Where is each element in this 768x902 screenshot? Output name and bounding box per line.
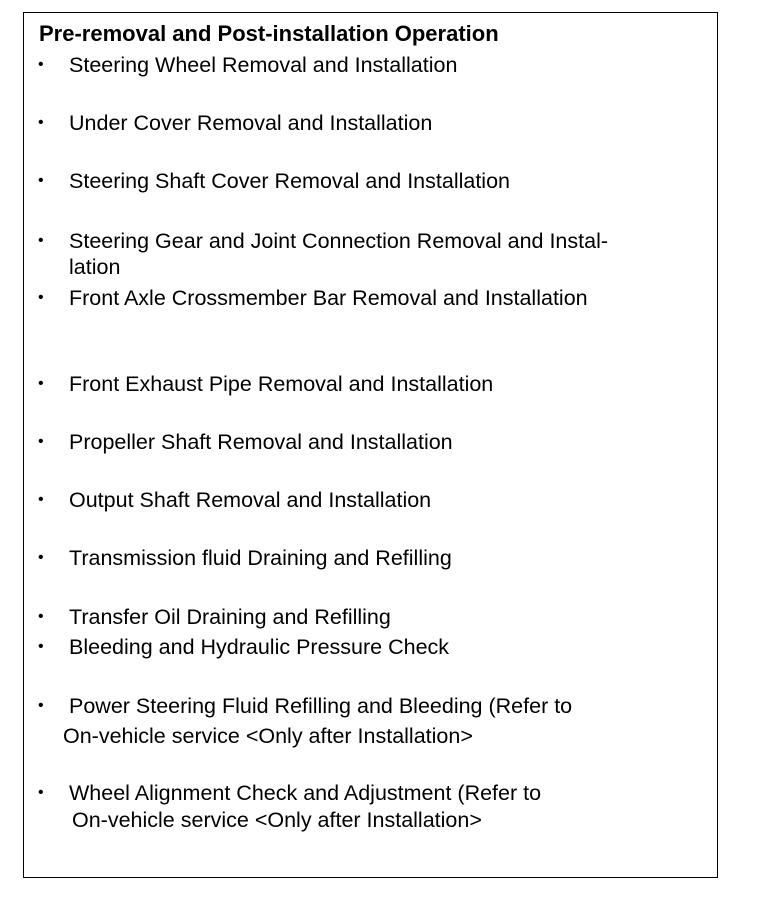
list-item-text: Output Shaft Removal and Installation	[69, 488, 432, 512]
list-item-text: Propeller Shaft Removal and Installation	[69, 430, 453, 454]
bullet-icon: •	[38, 289, 44, 306]
bullet-icon: •	[38, 784, 44, 801]
list-item-text: Steering Wheel Removal and Installation	[69, 53, 458, 77]
list-item-text: Power Steering Fluid Refilling and Bleeding (Refer to	[69, 694, 573, 718]
bullet-icon: •	[38, 172, 44, 189]
list-item-text: Steering Shaft Cover Removal and Installation	[69, 169, 510, 193]
list-item-text: Under Cover Removal and Installation	[69, 111, 433, 135]
bullet-icon: •	[38, 232, 44, 249]
list-item-text: Steering Gear and Joint Connection Removal and Instal- lation	[69, 229, 609, 279]
list-item-text: Wheel Alignment Check and Adjustment (Refer to	[69, 781, 542, 805]
bullet-icon: •	[38, 549, 44, 566]
bullet-icon: •	[38, 375, 44, 392]
bullet-icon: •	[38, 56, 44, 73]
list-item-text: Transfer Oil Draining and Refilling	[69, 605, 391, 629]
list-item-text: Transmission fluid Draining and Refilling	[69, 546, 452, 570]
bullet-icon: •	[38, 491, 44, 508]
bullet-icon: •	[38, 697, 44, 714]
bullet-icon: •	[38, 114, 44, 131]
list-item-continuation-text: On-vehicle service <Only after Installation>	[72, 808, 482, 832]
list-item-text: Bleeding and Hydraulic Pressure Check	[69, 635, 450, 659]
bullet-icon: •	[38, 433, 44, 450]
list-item-text: Front Exhaust Pipe Removal and Installation	[69, 372, 494, 396]
list-item-continuation-text: On-vehicle service <Only after Installation>	[63, 724, 473, 748]
bullet-icon: •	[38, 638, 44, 655]
section-heading: Pre-removal and Post-installation Operation	[39, 21, 499, 46]
bullet-icon: •	[38, 608, 44, 625]
list-item-text: Front Axle Crossmember Bar Removal and Installation	[69, 286, 588, 310]
